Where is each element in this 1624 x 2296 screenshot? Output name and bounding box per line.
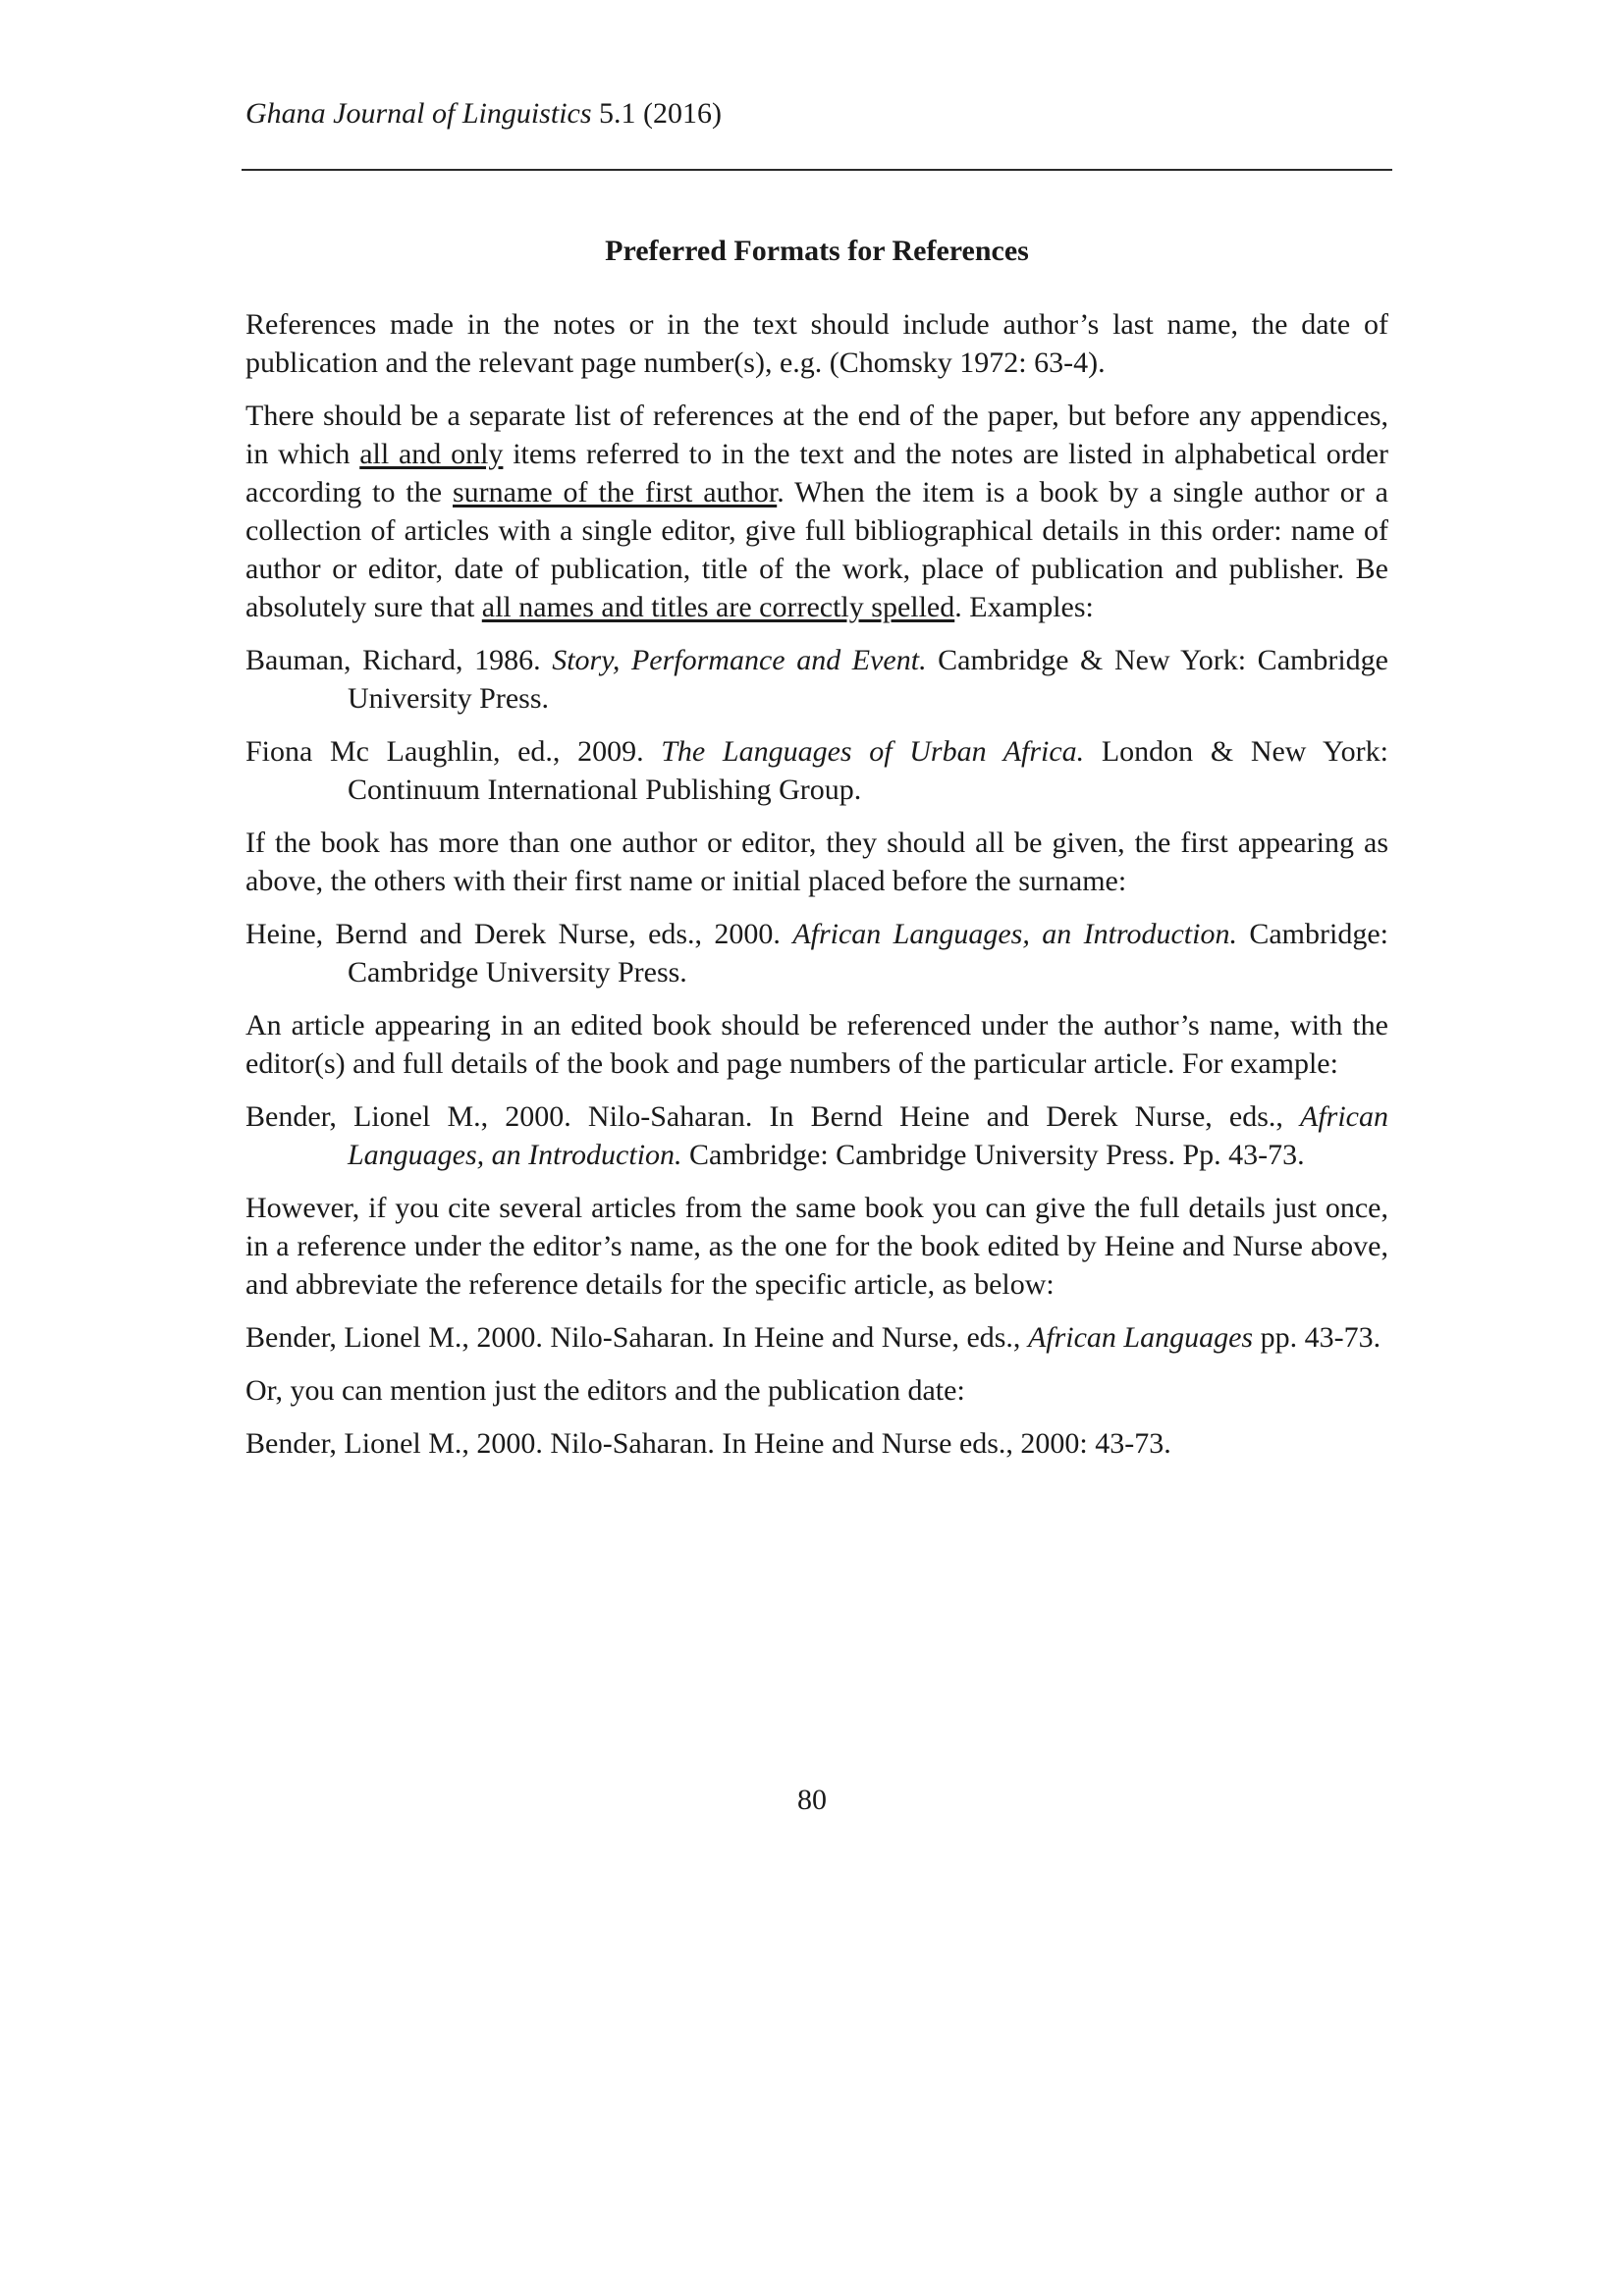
reference-text: Cambridge: Cambridge University Press. Pp. 43-73.	[681, 1139, 1305, 1171]
paragraph-multiple-authors: If the book has more than one author or editor, they should all be given, the first appearing as above, the others with their first name or initial placed before the surname:	[245, 827, 1388, 897]
reference-example-mclaughlin	[245, 732, 1388, 809]
header-rule	[242, 169, 1392, 171]
underlined-emphasis: all names and titles are correctly spelled	[481, 591, 955, 623]
running-header	[245, 96, 722, 132]
paragraph-edited-book-article: An article appearing in an edited book should be referenced under the author’s name, with the editor(s) and full details of the book and page numbers of the particular article. For example:	[245, 1009, 1388, 1080]
paragraph-text: items referred to in the text and the notes are listed in alphabetical order according to the	[245, 438, 1388, 508]
reference-title: Story, Performance and Event.	[552, 644, 927, 676]
paragraph-text: There should be a separate list of references at the end of the paper, but before any appendices, in which	[245, 400, 1388, 470]
reference-example-bender-short: Bender, Lionel M., 2000. Nilo-Saharan. In Heine and Nurse eds., 2000: 43-73.	[245, 1427, 1171, 1460]
paragraph-editors-date: Or, you can mention just the editors and the publication date:	[245, 1374, 965, 1407]
underlined-emphasis: all and only	[359, 438, 504, 470]
reference-text: Bauman, Richard, 1986.	[245, 644, 553, 676]
reference-title: The Languages of Urban Africa.	[661, 735, 1085, 768]
underlined-emphasis: surname of the first author	[453, 476, 778, 508]
paragraph-several-articles: However, if you cite several articles from the same book you can give the full details just once, in a reference under the editor’s name, as the one for the book edited by Heine and Nurse above, and abbreviate the reference details for the specific article, as below:	[245, 1192, 1388, 1301]
section-title: Preferred Formats for References	[605, 235, 1029, 267]
paragraph-text: . Examples:	[954, 591, 1094, 623]
reference-text: Bender, Lionel M., 2000. Nilo-Saharan. In Bernd Heine and Derek Nurse, eds.,	[245, 1100, 1300, 1133]
reference-title: African Languages, an Introduction.	[792, 918, 1237, 950]
paragraph-text: . When the item is a book by a single author or a collection of articles with a single editor, give full bibliographical details in this order: name of author or editor, date of publication, title of the work, place of publication and publisher. Be absolutely sure that	[245, 476, 1388, 623]
reference-text: London & New York: Continuum International Publishing Group.	[348, 735, 1389, 806]
journal-issue: 5.1 (2016)	[591, 97, 722, 130]
page-body	[245, 232, 1388, 1477]
paragraph-reference-list	[245, 397, 1388, 626]
reference-title: African Languages	[1027, 1321, 1254, 1354]
reference-text: pp. 43-73.	[1253, 1321, 1381, 1354]
reference-example-heine-nurse	[245, 915, 1388, 991]
reference-text: Cambridge & New York: Cambridge University Press.	[348, 644, 1388, 715]
reference-text: Heine, Bernd and Derek Nurse, eds., 2000.	[245, 918, 793, 950]
reference-text: Bender, Lionel M., 2000. Nilo-Saharan. In Heine and Nurse, eds.,	[245, 1321, 1028, 1354]
paragraph-in-text-citations: References made in the notes or in the text should include author’s last name, the date of publication and the relevant page number(s), e.g. (Chomsky 1972: 63-4).	[245, 308, 1388, 379]
reference-text: Cambridge: Cambridge University Press.	[348, 918, 1388, 988]
reference-title: African Languages, an Introduction.	[348, 1100, 1388, 1171]
reference-example-bauman	[245, 641, 1388, 718]
page-number: 80	[797, 1784, 827, 1816]
reference-text: Fiona Mc Laughlin, ed., 2009.	[245, 735, 662, 768]
reference-example-bender-abbreviated	[245, 1318, 1388, 1357]
journal-name: Ghana Journal of Linguistics	[245, 97, 592, 130]
reference-example-bender-full	[245, 1097, 1388, 1174]
